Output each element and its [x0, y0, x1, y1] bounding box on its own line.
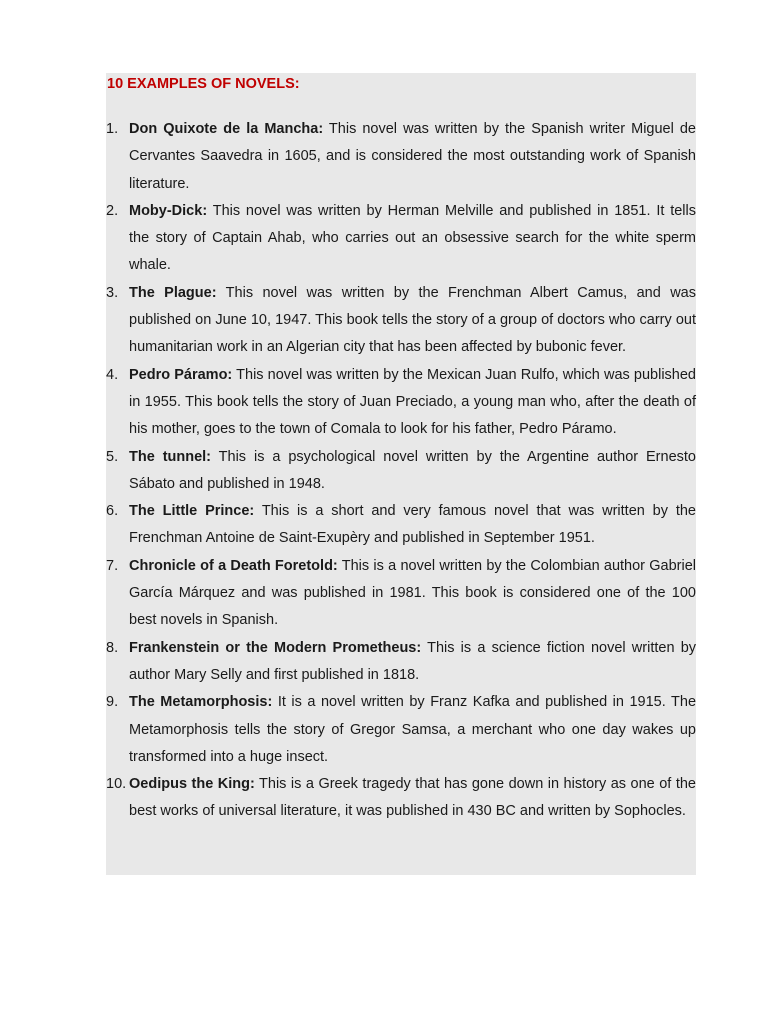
novel-description: This novel was written by the Frenchman Albert Camus, and was published on June 10, 1947. This book tells the story of a group of doctors who carry out humanitarian work in an Algerian city that has been affected by bubonic fever.	[129, 284, 696, 356]
list-item	[106, 553, 696, 635]
novel-description: This novel was written by the Mexican Juan Rulfo, which was published in 1955. This book tells the story of Juan Preciado, a young man who, after the death of his mother, goes to the town of Comala to look for his father, Pedro Páramo.	[129, 366, 696, 438]
list-item	[106, 689, 696, 771]
novel-title: The tunnel:	[129, 448, 212, 465]
list-item	[106, 280, 696, 362]
novel-title: Oedipus the King:	[129, 776, 255, 793]
item-number: 1.	[106, 121, 119, 137]
novel-description: This is a novel written by the Colombian author Gabriel García Márquez and was published in 1981. This book is considered one of the 100 best novels in Spanish.	[129, 557, 697, 629]
item-number: 9.	[106, 694, 119, 711]
item-number: 3.	[106, 284, 119, 301]
novel-description: This is a science fiction novel written by author Mary Selly and first published in 1818.	[129, 639, 697, 683]
novel-description: This novel was written by Herman Melville and published in 1851. It tells the story of Captain Ahab, who carries out an obsessive search for the white sperm whale.	[129, 202, 696, 274]
item-number: 10.	[106, 776, 127, 793]
item-number: 8.	[106, 639, 119, 656]
novel-title: The Metamorphosis:	[129, 694, 273, 711]
novel-list	[106, 116, 696, 826]
list-item	[106, 635, 696, 690]
novel-description: This is a short and very famous novel that was written by the Frenchman Antoine de Saint-Exupèry and published in September 1951.	[129, 503, 696, 547]
list-item	[106, 116, 696, 198]
page-title: 10 EXAMPLES OF NOVELS:	[107, 76, 300, 92]
item-number: 6.	[106, 503, 119, 520]
novel-description: It is a novel written by Franz Kafka and published in 1915. The Metamorphosis tells the story of Gregor Samsa, a merchant who one day wakes up transformed into a huge insect.	[129, 694, 697, 765]
novel-title: Pedro Páramo:	[129, 366, 233, 383]
novel-title: The Little Prince:	[129, 503, 255, 520]
novel-description: This is a psychological novel written by the Argentine author Ernesto Sábato and published in 1948.	[129, 448, 696, 492]
item-number: 7.	[106, 557, 119, 574]
novel-description: This novel was written by the Spanish writer Miguel de Cervantes Saavedra in 1605, and is considered the most outstanding work of Spanish literature.	[129, 121, 696, 192]
item-number: 4.	[106, 366, 119, 383]
novel-title: Chronicle of a Death Foretold:	[129, 557, 338, 574]
item-number: 2.	[106, 202, 119, 219]
list-item	[106, 362, 696, 444]
novel-title: Don Quixote de la Mancha:	[129, 121, 324, 137]
list-item	[106, 771, 696, 826]
novel-description: This is a Greek tragedy that has gone down in history as one of the best works of universal literature, it was published in 430 BC and written by Sophocles.	[129, 776, 696, 820]
list-item	[106, 444, 696, 499]
item-number: 5.	[106, 448, 119, 465]
novel-title: Moby-Dick:	[129, 202, 208, 219]
novel-title: The Plague:	[129, 284, 217, 301]
list-item	[106, 198, 696, 280]
novel-title: Frankenstein or the Modern Prometheus:	[129, 639, 422, 656]
list-item	[106, 498, 696, 553]
